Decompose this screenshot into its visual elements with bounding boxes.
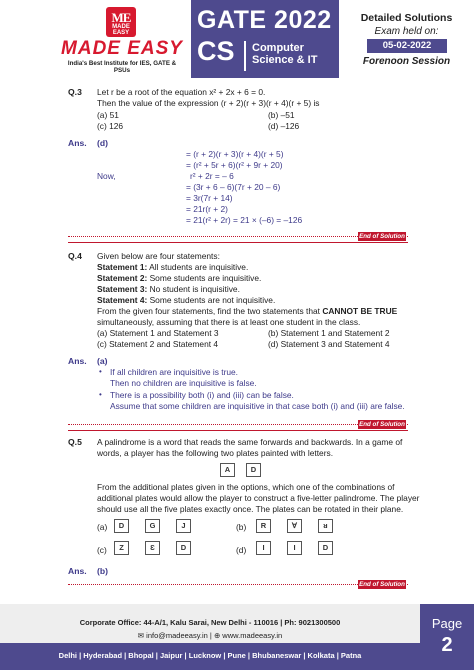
answer-label: Ans. (68, 566, 87, 576)
question-stem: words, a player has the following two plates painted with letters. (97, 448, 334, 458)
solution-step: = (r² + 5r + 6)(r² + 9r + 20) (186, 160, 283, 170)
option-c-plate: Ɛ (145, 541, 160, 555)
made-easy-logo (60, 7, 184, 74)
option-b-plate: ∀ (287, 519, 302, 533)
option-d: (d) (236, 545, 247, 555)
end-divider (68, 236, 408, 237)
exam-banner (191, 0, 339, 78)
solution-point: There is a possibility both (i) and (iii) can be false. (110, 390, 294, 400)
option-b: (b) Statement 1 and Statement 2 (268, 328, 390, 338)
option-a-plate: J (176, 519, 191, 533)
solution-point: Then no children are inquisitive is false. (110, 378, 257, 388)
end-of-solution-tag: End of Solution (359, 581, 405, 588)
option-c-plate: Z (114, 541, 129, 555)
answer-value: (b) (97, 566, 108, 576)
contact-line: ✉ info@madeeasy.in | ⊕ www.madeeasy.in (137, 631, 283, 640)
logo-mark-sub: MADE EASY (112, 24, 130, 36)
end-of-solution-tag: End of Solution (359, 233, 405, 240)
solution-info (339, 0, 474, 78)
page-header (0, 0, 474, 78)
section-divider (68, 430, 408, 431)
question-intro: Given below are four statements: (97, 251, 220, 261)
option-a: (a) 51 (97, 110, 119, 120)
banner-divider (244, 41, 246, 71)
statement-text: All students are inquisitive. (147, 262, 249, 272)
question-stem: Then the value of the expression (r + 2)(r + 3)(r + 4)(r + 5) is (97, 98, 320, 108)
solution-step: r² + 2r = – 6 (190, 171, 234, 181)
option-b-plate: R (256, 519, 271, 533)
city-list: Delhi | Hyderabad | Bhopal | Jaipur | Lucknow | Pune | Bhubaneswar | Kolkata | Patna (58, 651, 362, 660)
answer-label: Ans. (68, 138, 87, 148)
end-of-solution-tag: End of Solution (359, 421, 405, 428)
solution-step: = 21(r² + 2r) = 21 × (–6) = –126 (186, 215, 303, 225)
statement-label: Statement 4: (97, 295, 148, 305)
bullet-icon: • (99, 390, 102, 399)
statement-4 (97, 295, 275, 306)
corporate-office (0, 618, 420, 627)
statement-1 (97, 262, 248, 273)
letter-plate: D (246, 463, 261, 477)
question-stem: should use all the five plates exactly once. The plates can be rotated in their plane. (97, 504, 404, 514)
answer-value: (d) (97, 138, 108, 148)
statement-2 (97, 273, 261, 284)
exam-date: 05-02-2022 (367, 39, 447, 53)
logo-mark-letters: ME (111, 10, 131, 25)
question-stem: additional plates would allow the player to construct a five-letter palindrome. The player (97, 493, 420, 503)
end-divider (68, 424, 408, 425)
statement-text: No student is inquisitive. (147, 284, 240, 294)
stream-line-1: Computer (252, 42, 304, 54)
solution-point: Assume that some children are inquisitive in that case both (i) and (iii) are false. (110, 401, 405, 411)
stem-text: From the given four statements, find the two statements that (97, 306, 323, 316)
page-label: Page (431, 616, 463, 631)
option-d: (d) –126 (268, 121, 300, 131)
option-d-plate: I (287, 541, 302, 555)
option-c: (c) (97, 545, 107, 555)
question-number: Q.5 (68, 437, 82, 447)
statement-label: Statement 2: (97, 273, 148, 283)
solution-step: = 21r(r + 2) (186, 204, 228, 214)
option-a-plate: D (114, 519, 129, 533)
section-divider (68, 242, 408, 243)
option-a-plate: G (145, 519, 160, 533)
office-text: Corporate Office: 44-A/1, Kalu Sarai, New Delhi - 110016 | Ph: 9021300500 (79, 618, 341, 627)
solution-step: = (3r + 6 – 6)(7r + 20 – 6) (186, 182, 281, 192)
stream-line-2: Science & IT (252, 54, 318, 66)
solution-step: = 3r(7r + 14) (186, 193, 233, 203)
exam-title: GATE 2022 (197, 6, 332, 34)
question-stem: Let r be a root of the equation x² + 2x + 6 = 0. (97, 87, 266, 97)
statement-text: Some students are not inquisitive. (147, 295, 276, 305)
question-stem: A palindrome is a word that reads the same forwards and backwards. In a game of (97, 437, 403, 447)
exam-held-label: Exam held on: (374, 26, 439, 37)
option-c: (c) 126 (97, 121, 124, 131)
page-number: 2 (441, 634, 453, 656)
bullet-icon: • (99, 367, 102, 376)
question-number: Q.3 (68, 87, 82, 97)
page-indicator (420, 604, 474, 670)
question-stem: From the additional plates given in the options, which one of the combinations of (97, 482, 395, 492)
question-number: Q.4 (68, 251, 82, 261)
statement-3 (97, 284, 240, 295)
logo-mark (106, 7, 136, 37)
letter-plate: A (220, 463, 235, 477)
option-c: (c) Statement 2 and Statement 4 (97, 339, 219, 349)
paper-code: CS (197, 36, 235, 66)
option-d-plate: I (256, 541, 271, 555)
option-d-plate: D (318, 541, 333, 555)
option-b-plate: ᴚ (318, 519, 333, 533)
option-b: (b) –51 (268, 110, 295, 120)
solution-now: Now, (97, 171, 116, 181)
exam-session: Forenoon Session (362, 56, 451, 67)
logo-brand-name: MADE EASY (61, 38, 183, 59)
solution-point: If all children are inquisitive is true. (110, 367, 239, 377)
solutions-title: Detailed Solutions (360, 12, 453, 24)
question-stem: simultaneously, assuming that there is at least one student in the class. (97, 317, 361, 327)
end-divider (68, 584, 408, 585)
option-d: (d) Statement 3 and Statement 4 (268, 339, 390, 349)
answer-value: (a) (97, 356, 108, 366)
option-b: (b) (236, 522, 247, 532)
solution-step: = (r + 2)(r + 3)(r + 4)(r + 5) (186, 149, 284, 159)
statement-text: Some students are inquisitive. (147, 273, 262, 283)
option-c-plate: D (176, 541, 191, 555)
option-a: (a) (97, 522, 108, 532)
logo-tagline: India's Best Institute for IES, GATE & PSUs (67, 60, 177, 74)
statement-label: Statement 1: (97, 262, 148, 272)
answer-label: Ans. (68, 356, 87, 366)
option-a: (a) Statement 1 and Statement 3 (97, 328, 219, 338)
statement-label: Statement 3: (97, 284, 148, 294)
question-stem (97, 306, 407, 317)
paper-stream (252, 42, 317, 66)
stem-emphasis: CANNOT BE TRUE (322, 306, 398, 316)
